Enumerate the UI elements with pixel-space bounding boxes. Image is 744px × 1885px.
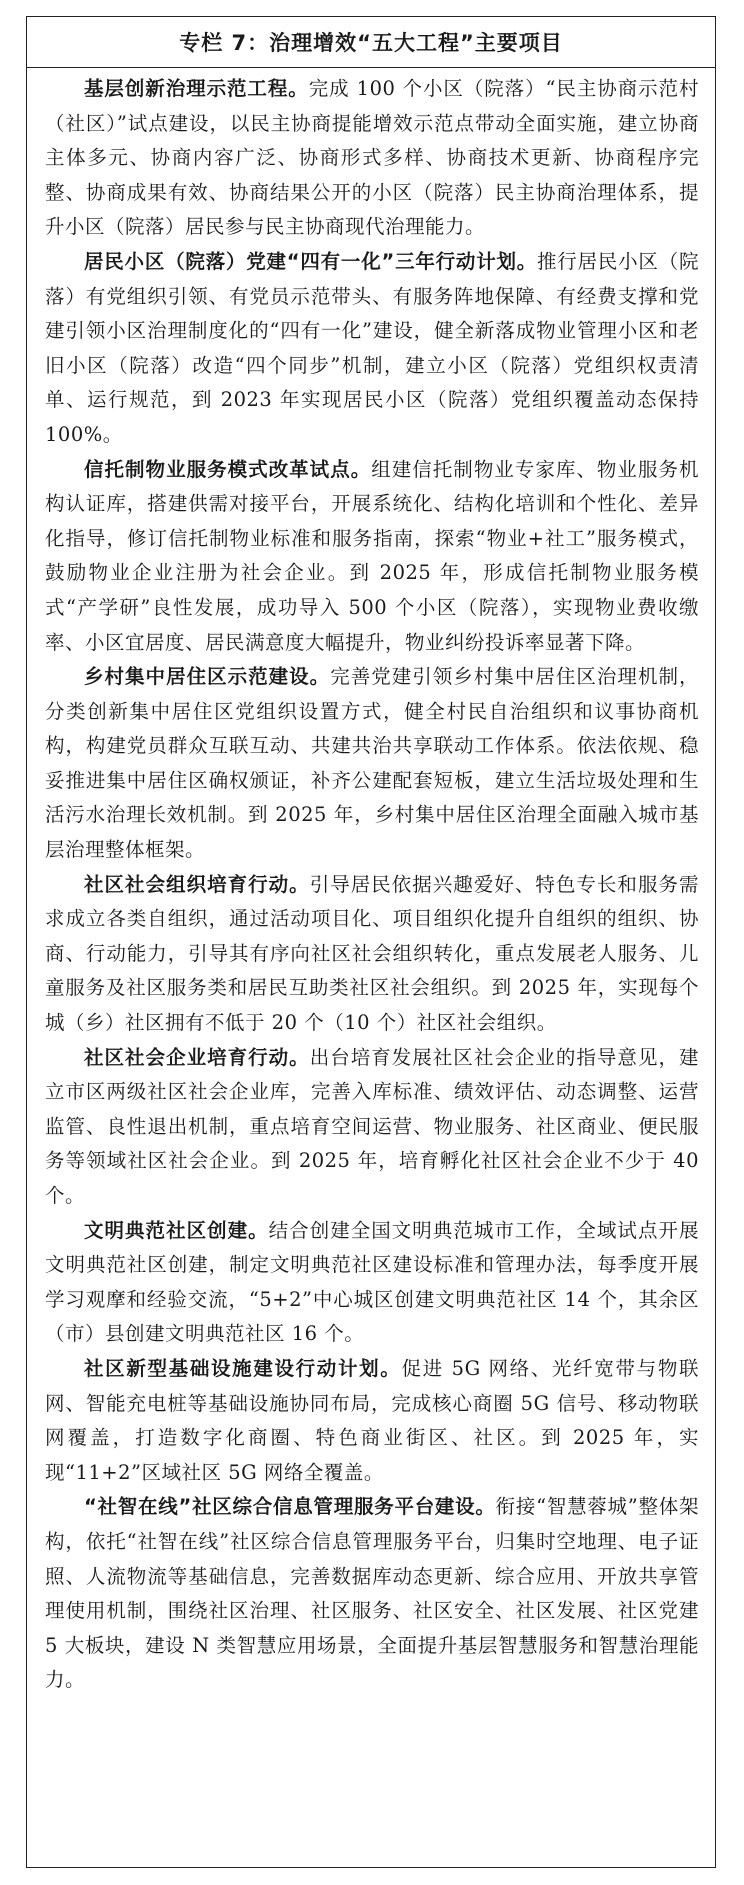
project-paragraph <box>45 453 699 661</box>
project-heading: 社区社会企业培育行动。 <box>84 1045 310 1069</box>
project-body: 引导居民依据兴趣爱好、特色专长和服务需求成立各类自组织，通过活动项目化、项目组织化提升自组织的组织、协商、行动能力，引导其有序向社区社会组织转化，重点发展老人服务、儿童服务及社区服务类和居民互助类社区社会组织。到 2025 年，实现每个城（乡）社区拥有不低于 20 个（10 个）社区社会组织。 <box>45 872 699 1035</box>
project-heading: 乡村集中居住区示范建设。 <box>84 665 331 689</box>
project-heading: “社智在线”社区综合信息管理服务平台建设。 <box>84 1495 496 1519</box>
project-body: 结合创建全国文明典范城市工作，全域试点开展文明典范社区创建，制定文明典范社区建设标准和管理办法，每季度开展学习观摩和经验交流，“5+2”中心城区创建文明典范社区 14 个，其余区（市）县创建文明典范社区 16 个。 <box>45 1218 699 1346</box>
project-heading: 信托制物业服务模式改革试点。 <box>84 457 372 481</box>
project-heading: 文明典范社区创建。 <box>84 1218 269 1242</box>
project-body: 完成 100 个小区（院落）“民主协商示范村（社区）”试点建设，以民主协商提能增效示范点带动全面实施，建立协商主体多元、协商内容广泛、协商形式多样、协商技术更新、协商程序完整、协商成果有效、协商结果公开的小区（院落）民主协商治理体系，提升小区（院落）居民参与民主协商现代治理能力。 <box>45 77 699 239</box>
project-paragraph <box>45 245 699 453</box>
project-heading: 基层创新治理示范工程。 <box>84 77 309 100</box>
project-body: 促进 5G 网络、光纤宽带与物联网、智能充电桩等基础设施协同布局，完成核心商圈 5G 信号、移动物联网覆盖，打造数字化商圈、特色商业街区、社区。到 2025 年，实现“11+2”区域社区 5G 网络全覆盖。 <box>45 1356 699 1484</box>
column-box <box>26 16 716 1868</box>
project-body: 完善党建引领乡村集中居住区治理机制，分类创新集中居住区党组织设置方式，健全村民自治组织和议事协商机构，构建党员群众互联互动、共建共治共享联动工作体系。依法依规、稳妥推进集中居住区确权颁证，补齐公建配套短板，建立生活垃圾处理和生活污水治理长效机制。到 2025 年，乡村集中居住区治理全面融入城市基层治理整体框架。 <box>45 665 699 862</box>
project-body: 出台培育发展社区社会企业的指导意见，建立市区两级社区社会企业库，完善入库标准、绩效评估、动态调整、运营监管、良性退出机制，重点培育空间运营、物业服务、社区商业、便民服务等领域社区社会企业。到 2025 年，培育孵化社区社会企业不少于 40 个。 <box>45 1045 699 1207</box>
project-heading: 社区社会组织培育行动。 <box>84 872 310 896</box>
project-body: 衔接“智慧蓉城”整体架构，依托“社智在线”社区综合信息管理服务平台，归集时空地理、电子证照、人流物流等基础信息，完善数据库动态更新、综合应用、开放共享管理使用机制，围绕社区治理、社区服务、社区安全、社区发展、社区党建 5 大板块，建设 N 类智慧应用场景，全面提升基层智慧服务和智慧治理能力。 <box>45 1495 699 1692</box>
column-content <box>27 68 715 1698</box>
project-paragraph <box>45 1490 699 1698</box>
column-title: 专栏 7：治理增效“五大工程”主要项目 <box>27 17 715 68</box>
project-paragraph <box>45 1041 699 1214</box>
project-heading: 居民小区（院落）党建“四有一化”三年行动计划。 <box>84 249 538 273</box>
project-paragraph <box>45 1352 699 1490</box>
project-paragraph <box>45 72 699 245</box>
project-paragraph <box>45 868 699 1041</box>
project-body: 组建信托制物业专家库、物业服务机构认证库，搭建供需对接平台，开展系统化、结构化培训和个性化、差异化指导，修订信托制物业标准和服务指南，探索“物业+社工”服务模式，鼓励物业企业注册为社会企业。到 2025 年，形成信托制物业服务模式“产学研”良性发展，成功导入 500 个小区（院落），实现物业费收缴率、小区宜居度、居民满意度大幅提升，物业纠纷投诉率显著下降。 <box>45 457 699 654</box>
project-paragraph <box>45 1214 699 1352</box>
project-heading: 社区新型基础设施建设行动计划。 <box>84 1356 402 1380</box>
project-paragraph <box>45 660 699 868</box>
project-body: 推行居民小区（院落）有党组织引领、有党员示范带头、有服务阵地保障、有经费支撑和党建引领小区治理制度化的“四有一化”建设，健全新落成物业管理小区和老旧小区（院落）改造“四个同步”机制，建立小区（院落）党组织权责清单、运行规范，到 2023 年实现居民小区（院落）党组织覆盖动态保持 100%。 <box>45 249 699 446</box>
